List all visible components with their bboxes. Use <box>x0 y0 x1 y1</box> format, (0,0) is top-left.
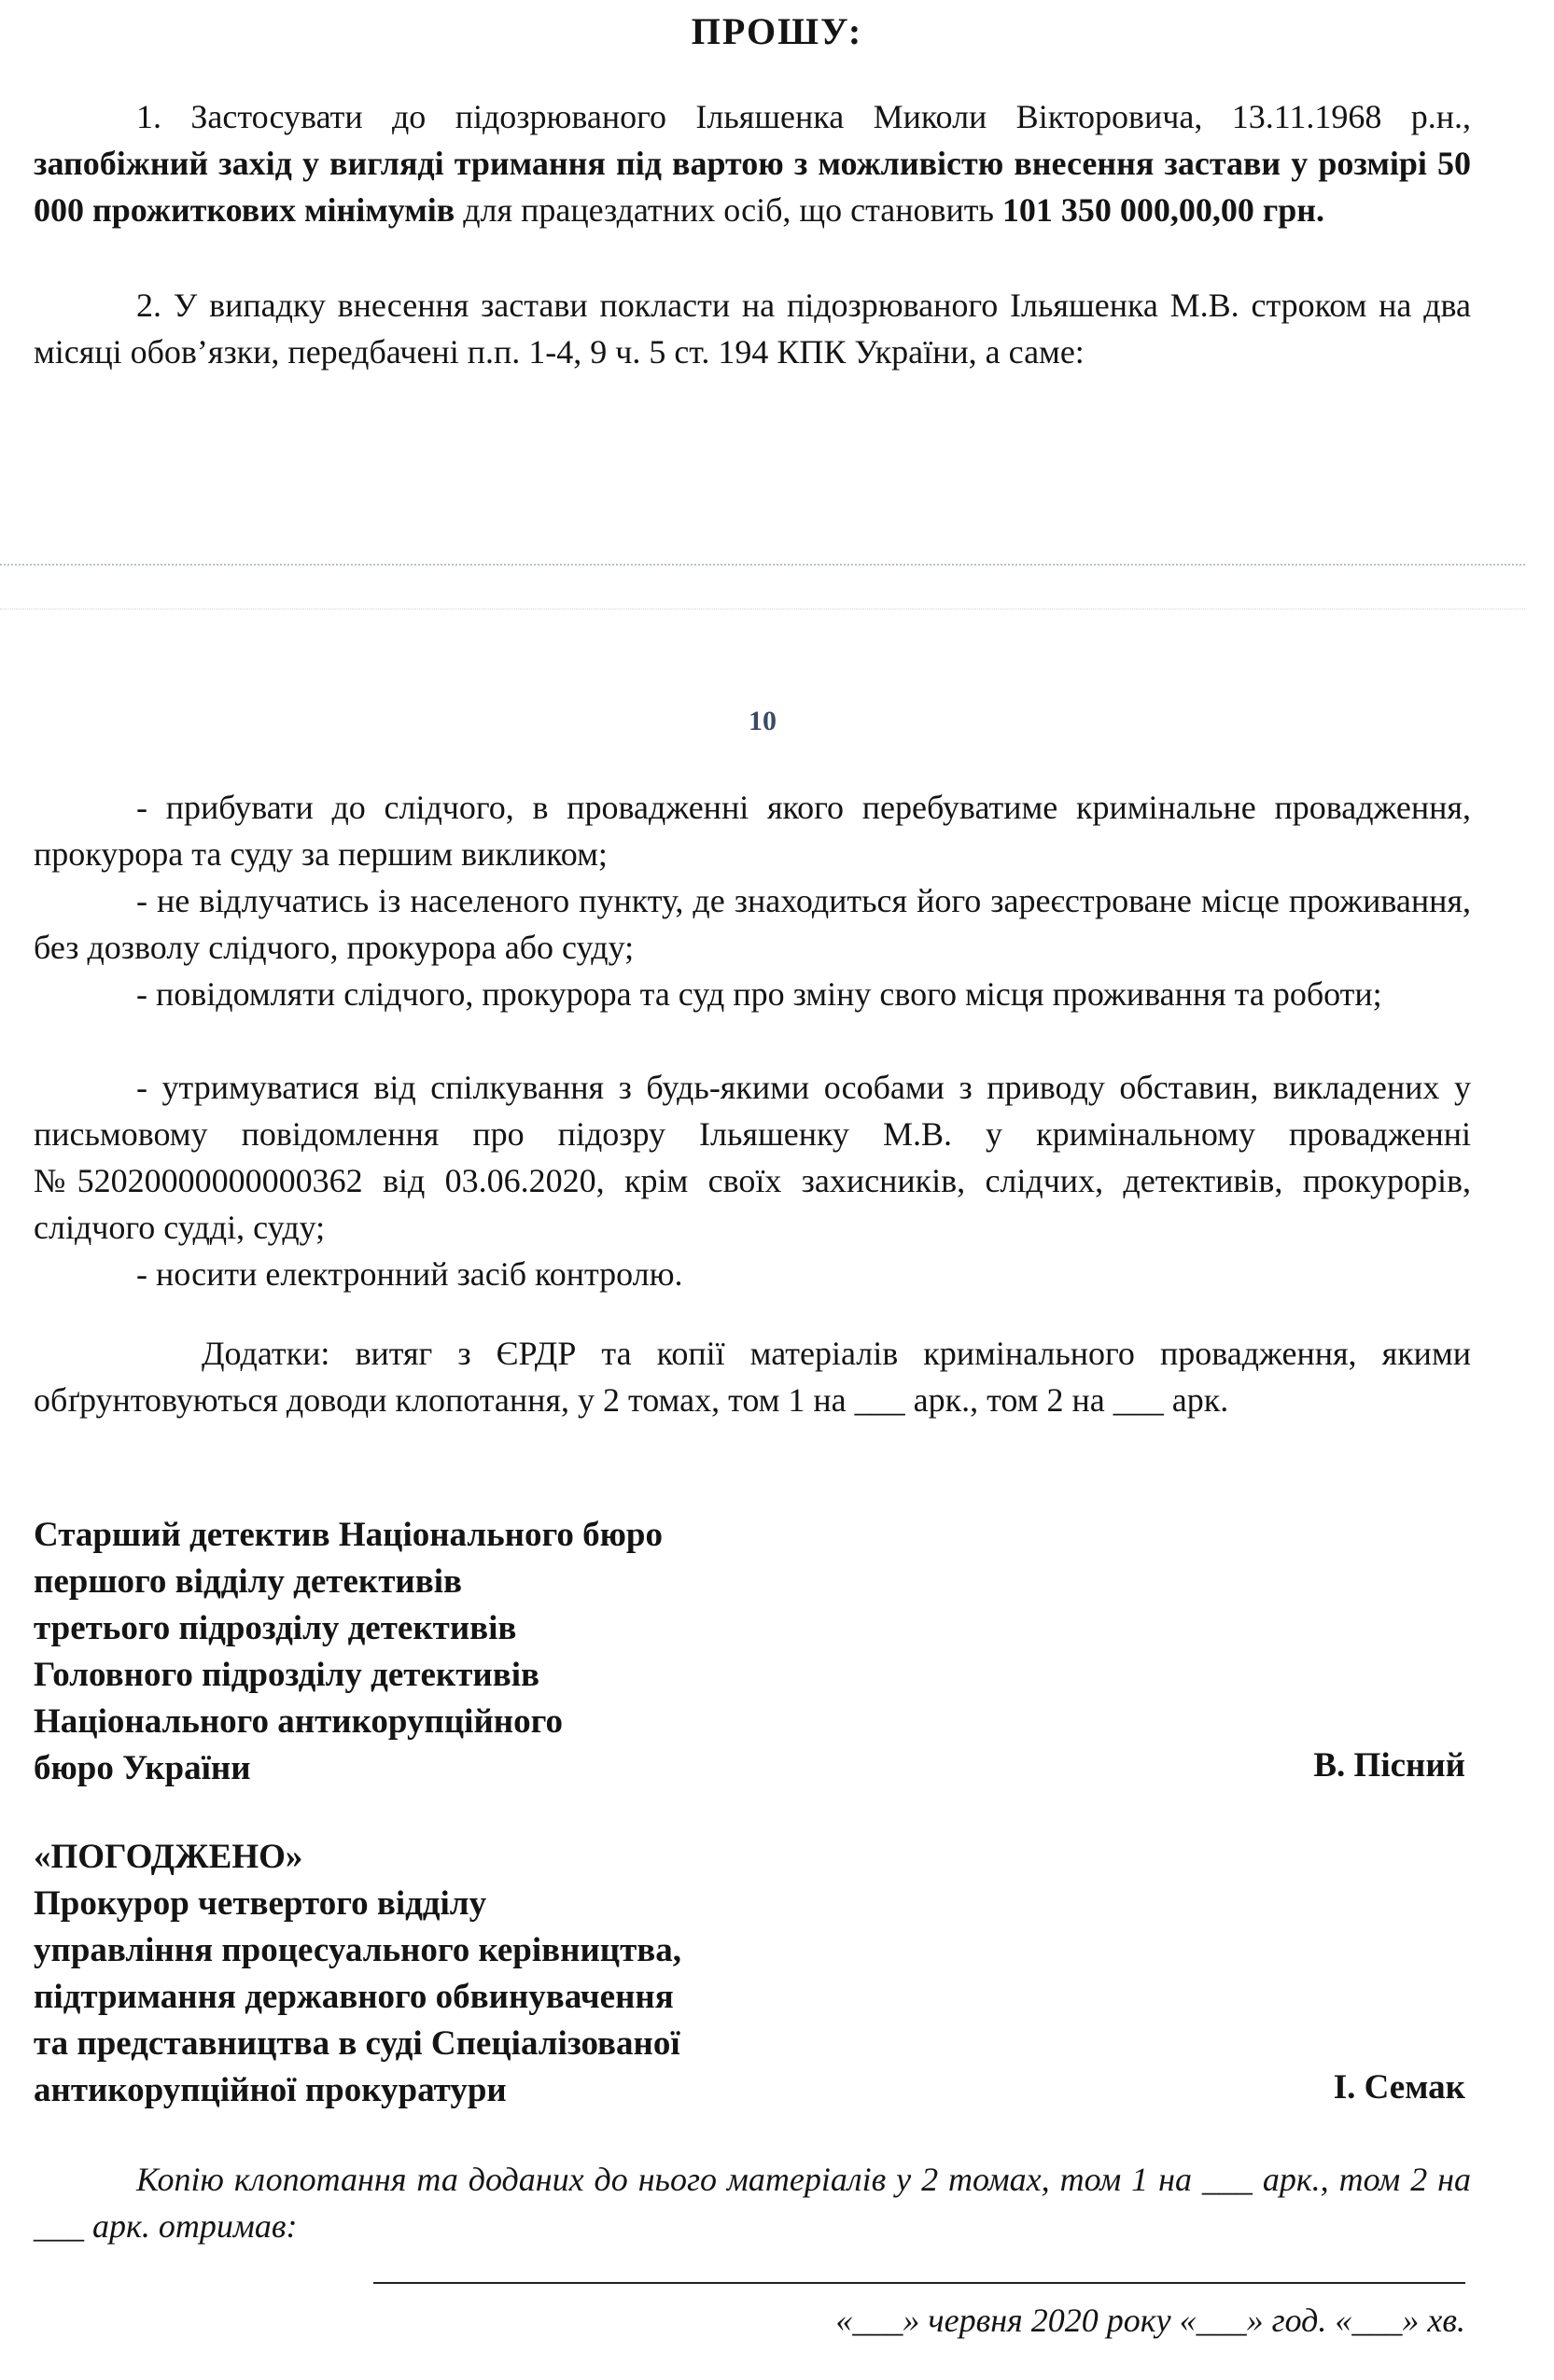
detective-position-line: бюро України <box>34 1749 251 1787</box>
prosecutor-name: І. Семак <box>1333 2068 1465 2107</box>
receipt-date-line: «___» червня 2020 року «___» год. «___» хв. <box>835 2302 1465 2339</box>
detective-position-line: Старший детектив Національного бюро <box>34 1516 663 1554</box>
obligation-3: - повідомляти слідчого, прокурора та суд про зміну свого місця проживання та роботи; <box>136 975 1382 1013</box>
obligation-2: - не відлучатись із населеного пункту, де знаходиться його зареєстроване місце проживання, без дозволу слідчого, прокурора або суду; <box>34 882 1471 966</box>
detective-position-line: третього підрозділу детективів <box>34 1609 517 1647</box>
signature-rule <box>373 2282 1465 2284</box>
detective-name: В. Пісний <box>1313 1746 1465 1785</box>
approval-position-line: та представництва в суді Спеціалізованої <box>34 2024 680 2063</box>
receipt-note: Копію клопотання та доданих до нього матеріалів у 2 томах, том 1 на ___ арк., том 2 на ___ арк. отримав: <box>34 2161 1471 2245</box>
request-heading: ПРОШУ: <box>691 10 863 52</box>
detective-position-line: першого відділу детективів <box>34 1562 462 1601</box>
request-item-1-text-a: Застосувати до підозрюваного Ільяшенка Миколи Вікторовича, 13.11.1968 р.н., <box>190 98 1472 135</box>
request-item-1 <box>34 93 1471 233</box>
request-item-1-text-b: запобіжний захід у вигляді тримання під вартою з можливістю внесення застави у розмірі 50 000 прожиткових мінімумів <box>34 145 1471 229</box>
request-item-1-number: 1. <box>136 98 161 135</box>
page-number: 10 <box>749 706 777 736</box>
detective-position-block <box>34 1512 663 1792</box>
request-item-2-text: У випадку внесення застави покласти на підозрюваного Ільяшенка М.В. строком на два місяці обов’язки, передбачені п.п. 1-4, 9 ч. 5 ст. 194 КПК України, а саме: <box>34 287 1472 371</box>
request-item-2 <box>34 282 1471 375</box>
detective-position-line: Головного підрозділу детективів <box>34 1656 539 1694</box>
obligation-4: - утримуватися від спілкування з будь-якими особами з приводу обставин, викладених у письмовому повідомлення про підозру Ільяшенку М.В. у кримінальному провадженні №52020000000000362 від 03.06.2020, крім своїх захисників, слідчих, детективів, прокурорів, слідчого судді, суду; <box>34 1069 1471 1246</box>
approval-position-line: Прокурор четвертого відділу <box>34 1884 487 1923</box>
attachments-paragraph: Додатки: витяг з ЄРДР та копії матеріалів кримінального провадження, якими обґрунтовуються доводи клопотання, у 2 томах, том 1 на ___ арк., том 2 на ___ арк. <box>34 1335 1471 1419</box>
detective-position-line: Національного антикорупційного <box>34 1702 563 1741</box>
approval-block <box>34 1834 681 2114</box>
request-item-1-text-d: 101 350 000,00,00 грн. <box>1001 191 1325 229</box>
request-item-1-text-c: для працездатних осіб, що становить <box>455 191 1002 229</box>
approval-position-line: підтримання державного обвинувачення <box>34 1978 674 2016</box>
page-break-line <box>0 564 1525 566</box>
approval-mark: «ПОГОДЖЕНО» <box>34 1838 303 1876</box>
approval-position-line: управління процесуального керівництва, <box>34 1931 681 1969</box>
obligation-5: - носити електронний засіб контролю. <box>136 1255 683 1293</box>
obligation-1: - прибувати до слідчого, в провадженні якого перебуватиме кримінальне провадження, прокурора та суду за першим викликом; <box>34 789 1471 873</box>
request-item-2-number: 2. <box>136 287 161 324</box>
approval-position-line: антикорупційної прокуратури <box>34 2071 507 2109</box>
